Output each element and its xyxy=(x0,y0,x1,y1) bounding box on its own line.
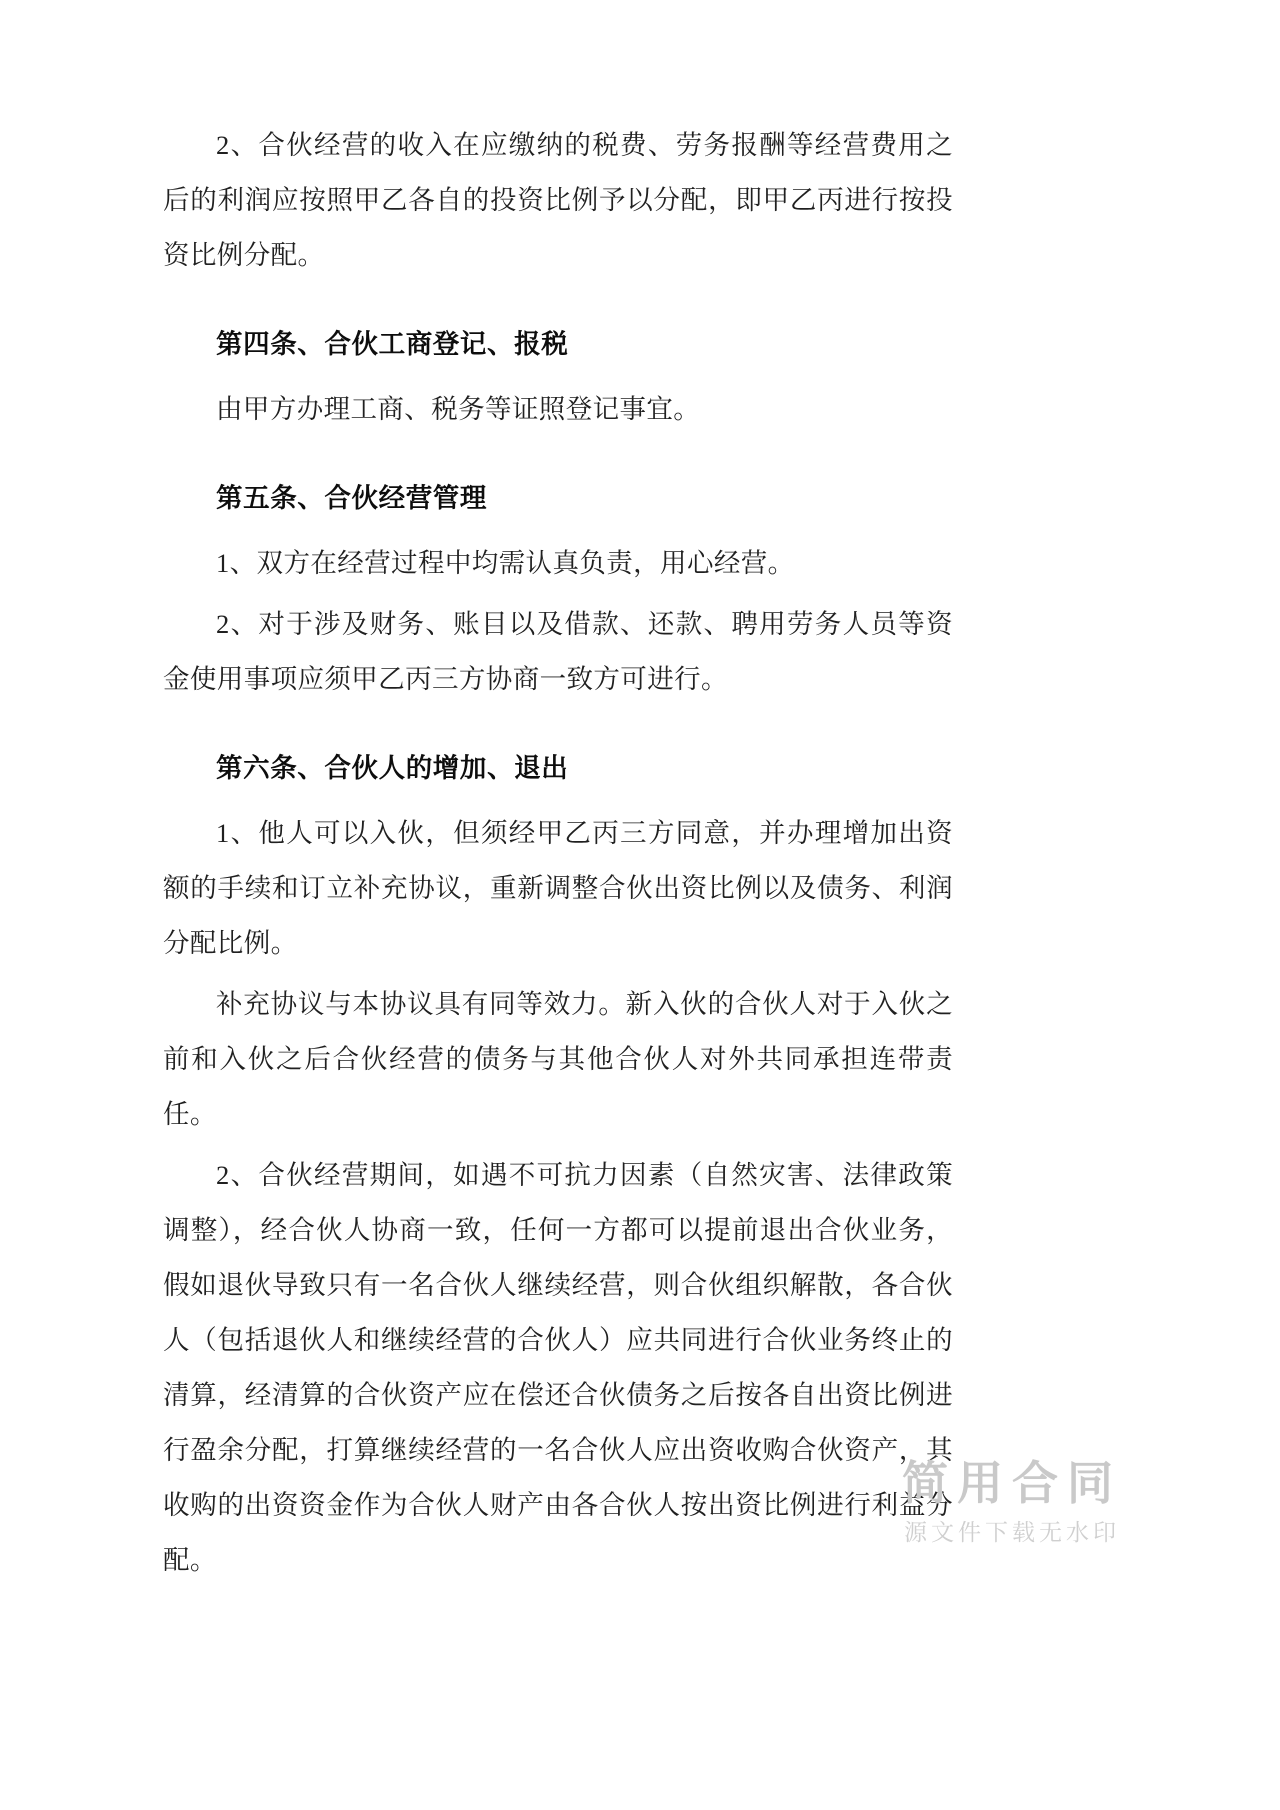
spacer xyxy=(163,289,953,299)
spacer xyxy=(163,443,953,453)
clause-5-item-2: 2、对于涉及财务、账目以及借款、还款、聘用劳务人员等资金使用事项应须甲乙丙三方协商一致方可进行。 xyxy=(163,609,953,694)
clause-5-heading: 第五条、合伙经营管理 xyxy=(216,483,487,514)
clause-4-body: 由甲方办理工商、税务等证照登记事宜。 xyxy=(216,394,701,424)
clause-6-item-1-continued: 补充协议与本协议具有同等效力。新入伙的合伙人对于入伙之前和入伙之后合伙经营的债务与其他合伙人对外共同承担连带责任。 xyxy=(163,989,953,1129)
clause-5-item-1: 1、双方在经营过程中均需认真负责，用心经营。 xyxy=(216,548,795,578)
watermark-brand-text: 简用合同 xyxy=(902,1455,1122,1510)
clause-6-item-1: 1、他人可以入伙，但须经甲乙丙三方同意，并办理增加出资额的手续和订立补充协议，重新调整合伙出资比例以及债务、利润分配比例。 xyxy=(163,818,953,958)
document-content xyxy=(163,118,953,1588)
clause-3-item-2: 2、合伙经营的收入在应缴纳的税费、劳务报酬等经营费用之后的利润应按照甲乙各自的投资比例予以分配，即甲乙丙进行按投资比例分配。 xyxy=(163,130,953,270)
clause-6-heading: 第六条、合伙人的增加、退出 xyxy=(216,753,569,784)
spacer xyxy=(163,713,953,723)
clause-6-item-2: 2、合伙经营期间，如遇不可抗力因素（自然灾害、法律政策调整），经合伙人协商一致，任何一方都可以提前退出合伙业务，假如退伙导致只有一名合伙人继续经营，则合伙组织解散，各合伙人（包括退伙人和继续经营的合伙人）应共同进行合伙业务终止的清算，经清算的合伙资产应在偿还合伙债务之后按各自出资比例进行盈余分配，打算继续经营的一名合伙人应出资收购合伙资产，其收购的出资资金作为合伙人财产由各合伙人按出资比例进行利益分配。 xyxy=(163,1160,953,1575)
watermark-subtitle-text: 源文件下载无水印 xyxy=(904,1520,1120,1547)
clause-4-heading: 第四条、合伙工商登记、报税 xyxy=(216,329,569,360)
